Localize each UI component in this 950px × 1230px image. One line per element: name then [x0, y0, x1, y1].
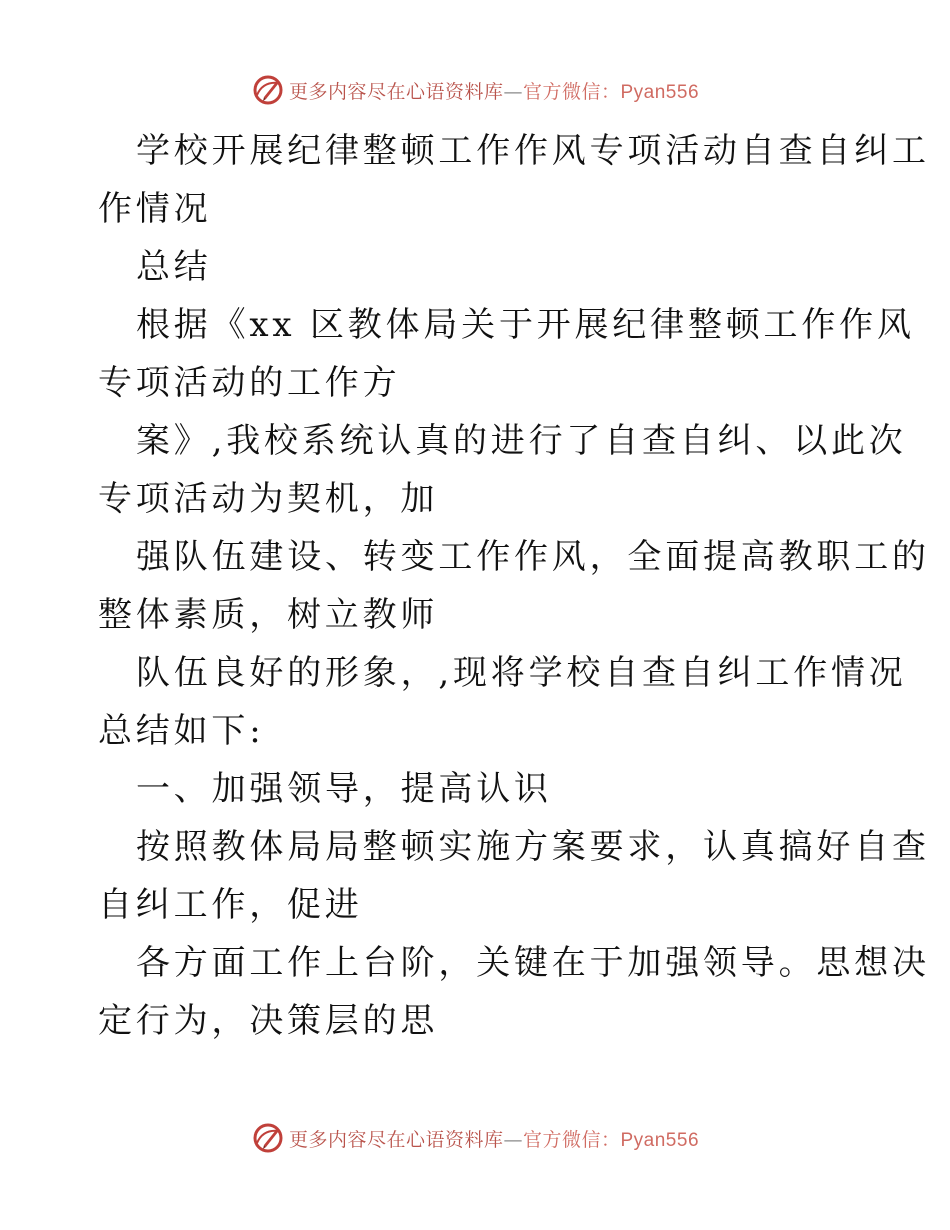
text-line: 按照教体局局整顿实施方案要求，认真搞好自查 [136, 827, 930, 867]
pen-ring-logo-icon [251, 73, 285, 107]
text-line: 总结如下: [98, 711, 265, 751]
text-line: 队伍良好的形象，,现将学校自查自纠工作情况 [136, 653, 907, 693]
header-dash: — [503, 80, 523, 103]
text-line: 根据《xx 区教体局关于开展纪律整顿工作作风 [136, 305, 915, 345]
footer-banner [0, 1118, 950, 1158]
footer-wechat-text: 官方微信：Pyan556 [523, 1129, 700, 1151]
text-line: 专项活动为契机，加 [98, 479, 439, 519]
header-banner [0, 70, 950, 110]
text-line: 作情况 [98, 189, 212, 229]
text-line: 案》,我校系统认真的进行了自查自纠、以此次 [136, 421, 907, 461]
text-line: 学校开展纪律整顿工作作风专项活动自查自纠工 [136, 131, 930, 171]
document-body [98, 122, 930, 1050]
footer-dash: — [503, 1128, 523, 1151]
text-line: 强队伍建设、转变工作作风，全面提高教职工的 [136, 537, 930, 577]
footer-banner-text [289, 1125, 699, 1152]
header-banner-text [289, 77, 699, 104]
text-line: 各方面工作上台阶，关键在于加强领导。思想决 [136, 943, 930, 983]
text-line: 自纠工作，促进 [98, 885, 363, 925]
text-line: 总结 [136, 247, 212, 287]
pen-ring-logo-icon [251, 1121, 285, 1155]
header-brand-text: 更多内容尽在心语资料库 [288, 80, 504, 103]
text-line: 整体素质，树立教师 [98, 595, 439, 635]
text-line: 专项活动的工作方 [98, 363, 401, 403]
footer-brand-text: 更多内容尽在心语资料库 [288, 1128, 504, 1151]
header-wechat-text: 官方微信：Pyan556 [523, 81, 700, 103]
text-line: 一、加强领导，提高认识 [136, 769, 552, 809]
text-line: 定行为，决策层的思 [98, 1001, 439, 1041]
